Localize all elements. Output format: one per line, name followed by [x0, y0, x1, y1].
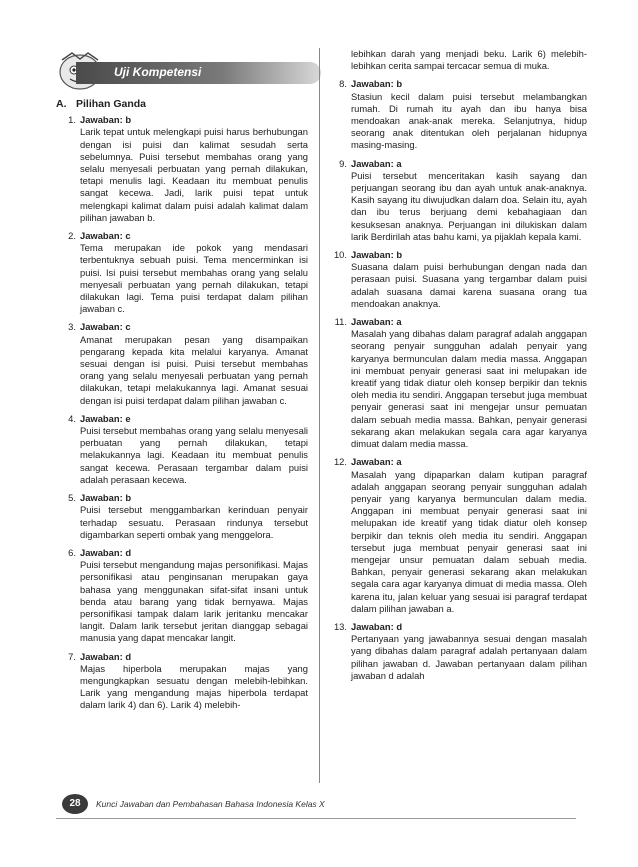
answer-item-11	[327, 316, 587, 450]
section-banner	[56, 50, 321, 90]
item-text: Stasiun kecil dalam puisi tersebut melambangkan rumah. Di rumah itu ayah dan ibu hanya bisa mendoakan anak-anak mereka. Selanjutnya, hidup seorang anak ditentukan oleh perjalanan hidupnya masing-masing.	[351, 90, 587, 151]
answer-item-6	[56, 547, 308, 645]
item-number: 11.	[334, 316, 347, 328]
item-answer: Jawaban: d	[80, 546, 132, 558]
item-text: Masalah yang dipaparkan dalam kutipan paragraf adalah anggapan seorang penyair sungguhan adalah penyair yang karyanya bermunculan dalam media. Anggapan ini membuat penyair generasi saat ini melupakan ide kreatif yang tidak diatur oleh konsep berpikir dan teknis oleh media itu sendiri. Anggapan tersebut juga membuat penyair generasi saat ini mengejar unsur pemuatan dalam sebuah media. Bahkan, penyair generasi sekarang akan melakukan segala cara agar karyanya dimuat di media massa. Oleh karena itu, jalan keluar yang sesuai isi paragraf terdapat dalam pilihan jawaban a.	[351, 468, 587, 614]
answer-item-8	[327, 78, 587, 151]
section-letter: A.	[56, 98, 67, 110]
item-text: lebihkan darah yang menjadi beku. Larik 6) melebih-lebihkan cerita sampai tercacar semua di muka.	[351, 48, 587, 72]
item-text: Puisi tersebut mengandung majas personifikasi. Majas personifikasi atau penginsanan merupakan gaya bahasa yang menggunakan sifat-sifat insani untuk benda atau barang yang tidak bernyawa. Majas personifikasi tampak dalam larik jeritanku mencakar langit. Dalam larik tersebut jeritan dianggap sebagai manusia yang dapat mencakar langit.	[80, 559, 308, 644]
item-number: 5.	[68, 492, 76, 504]
column-divider	[319, 48, 320, 783]
item-number: 2.	[68, 230, 76, 242]
item-answer: Jawaban: b	[351, 78, 403, 90]
item-number: 12.	[333, 456, 347, 468]
item-answer: Jawaban: a	[351, 456, 402, 468]
answer-item-2	[56, 230, 308, 315]
answer-item-5	[56, 492, 308, 541]
page-footer	[56, 790, 586, 820]
item-number: 10.	[333, 249, 347, 261]
item-answer: Jawaban: b	[351, 249, 403, 261]
item-answer: Jawaban: e	[80, 412, 131, 424]
answer-item-9	[327, 158, 587, 243]
answer-item-1	[56, 114, 308, 224]
item-text: Masalah yang dibahas dalam paragraf adalah anggapan seorang penyair sungguhan adalah penyair yang karyanya bermunculan dalam media massa. Anggapan ini membuat penyair generasi saat ini melupakan ide kreatif yang tidak diatur oleh konsep berpikir dan teknis oleh media itu sendiri. Anggapan tersebut juga membuat penyair generasi saat ini mengejar unsur pemuatan dalam sebuah media massa. Bahkan, penyair generasi sekarang akan melakukan segala cara agar karyanya dimuat dalam media massa.	[351, 328, 587, 450]
item-answer: Jawaban: c	[80, 230, 131, 242]
item-number: 9.	[339, 157, 347, 169]
answer-item-7-continued	[327, 48, 587, 72]
item-text: Puisi tersebut menceritakan kasih sayang dan perjuangan seorang ibu dan ayah untuk anak-anaknya. Kasih sayang itu diwujudkan dalam doa. Selain itu, ayah dan ibu terus berjuang demi kebahagiaan dan kesuksesan anaknya. Perjuangan ini dilukiskan dalam larik Berdirilah atas bahu kami, ya pijaklah kepala kami.	[351, 169, 587, 242]
answer-item-12	[327, 456, 587, 615]
item-text: Amanat merupakan pesan yang disampaikan pengarang kepada kita melalui karyanya. Amanat sesuai dengan isi puisi. Puisi tersebut membahas orang yang selalu menyesali perbuatan yang pernah dilakukan, tetapi melakukannya lagi. Amanat sesuai dengan isi puisi terdapat dalam pilihan jawaban c.	[80, 333, 308, 406]
item-number: 1.	[68, 114, 76, 126]
item-number: 4.	[68, 412, 76, 424]
item-number: 8.	[339, 78, 347, 90]
item-text: Puisi tersebut menggambarkan kerinduan penyair terhadap sesuatu. Perasaan rindunya tersebut digambarkan seperti ombak yang menggelora.	[80, 504, 308, 540]
item-number: 6.	[68, 546, 76, 558]
item-text: Pertanyaan yang jawabannya sesuai dengan masalah yang dibahas dalam paragraf adalah pertanyaan dalam pilihan jawaban d. Jawaban pertanyaan dalam pilihan jawaban d adalah	[351, 633, 587, 681]
footer-rule	[56, 818, 576, 819]
right-column	[327, 48, 587, 688]
answer-item-7	[56, 651, 308, 712]
item-answer: Jawaban: d	[80, 650, 132, 662]
answer-item-10	[327, 249, 587, 310]
item-number: 3.	[68, 321, 76, 333]
item-answer: Jawaban: b	[80, 492, 132, 504]
answer-item-3	[56, 321, 308, 406]
item-text: Puisi tersebut membahas orang yang selalu menyesali perbuatan yang pernah dilakukan, tetapi melakukannya lagi. Keadaan itu membuat penulis sangat kecewa. Perasaan tergambar dalam puisi adalah perasaan kecewa.	[80, 425, 308, 485]
item-text: Suasana dalam puisi berhubungan dengan nada dan perasaan puisi. Suasana yang tergambar dalam puisi adalah suasana damai karena suasana orang tua mendoakan anaknya.	[351, 261, 587, 309]
item-text: Tema merupakan ide pokok yang mendasari terbentuknya sebuah puisi. Tema mencerminkan isi puisi. Isi puisi tersebut membahas orang yang selalu menyesali perbuatan yang pernah dilakukan, tetapi dilakukan lagi. Tema puisi terdapat dalam pilihan jawaban c.	[80, 242, 308, 315]
item-text: Larik tepat untuk melengkapi puisi harus berhubungan dengan isi puisi dan kalimat sesudah serta sebelumnya. Puisi tersebut membahas orang yang selalu menyesali perbuatan yang pernah dilakukan, tetapi menulis lagi. Keadaan itu membuat penulis sangat kecewa. Jadi, larik puisi tepat untuk melengkapi kalimat dalam puisi adalah kalimat dalam pilihan jawaban b.	[80, 126, 308, 223]
item-number: 7.	[68, 650, 76, 662]
section-title: Pilihan Ganda	[76, 98, 147, 110]
page-number: 28	[62, 794, 88, 814]
section-heading	[56, 98, 308, 110]
item-text: Majas hiperbola merupakan majas yang mengungkapkan sesuatu dengan melebih-lebihkan. Larik yang mengandung majas hiperbola terdapat dalam larik 4) dan 6). Larik 4) melebih-	[80, 662, 308, 711]
answer-item-4	[56, 413, 308, 486]
banner-title: Uji Kompetensi	[114, 65, 202, 79]
item-answer: Jawaban: a	[351, 316, 402, 328]
answer-item-13	[327, 621, 587, 682]
left-column	[56, 98, 308, 718]
item-answer: Jawaban: d	[351, 620, 403, 632]
item-answer: Jawaban: b	[80, 114, 132, 126]
item-number: 13.	[333, 620, 347, 632]
footer-text: Kunci Jawaban dan Pembahasan Bahasa Indonesia Kelas X	[96, 799, 325, 809]
item-answer: Jawaban: a	[351, 157, 402, 169]
item-answer: Jawaban: c	[80, 321, 131, 333]
